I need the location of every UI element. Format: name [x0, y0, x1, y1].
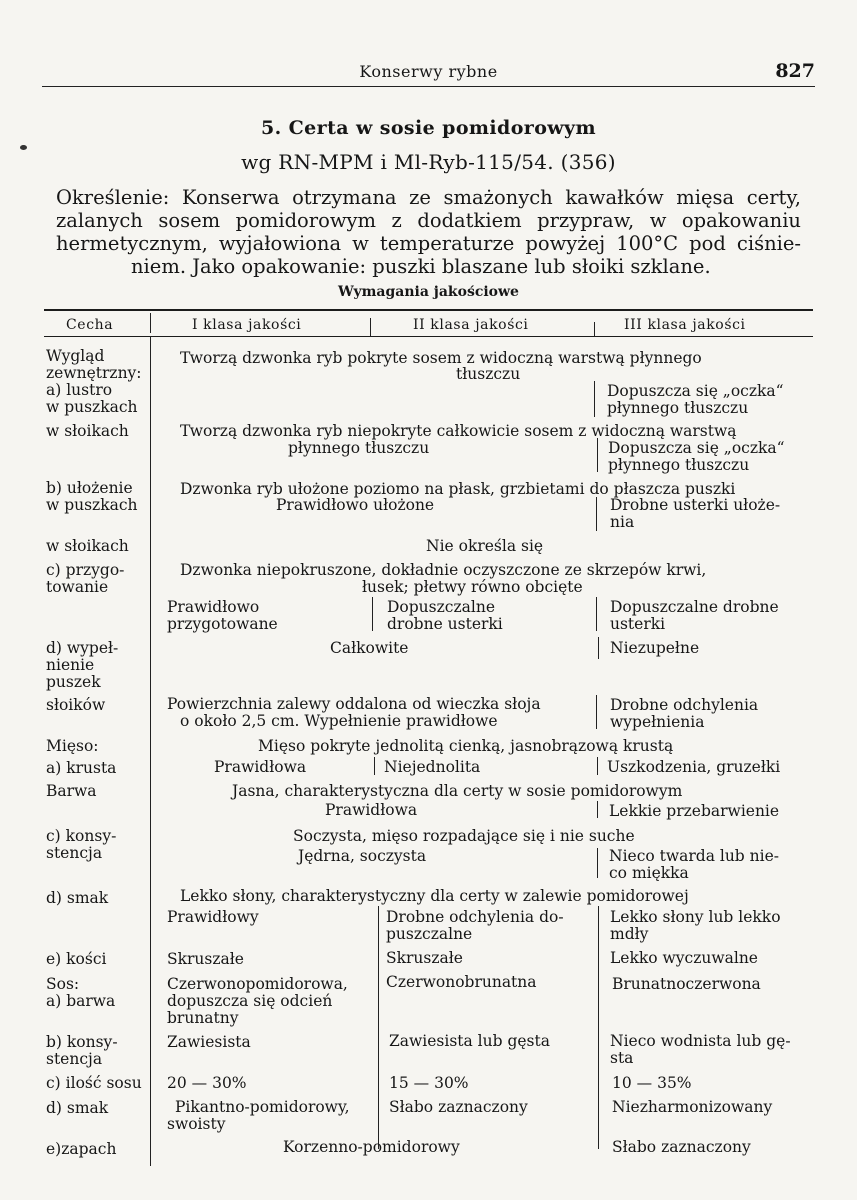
- cell-text: Lekko słony lub lekko: [610, 908, 781, 926]
- cell-text: puszczalne: [386, 925, 473, 943]
- feature-label: c) konsy-: [46, 827, 117, 845]
- page-number: 827: [775, 60, 815, 82]
- column-header-class-2: II klasa jakości: [413, 317, 529, 333]
- cell-text: Prawidłowo: [167, 598, 260, 616]
- cell-text: wypełnienia: [610, 713, 705, 731]
- cell-text: Lekko słony, charakterystyczny dla certy w zalewie pomidorowej: [180, 887, 689, 905]
- cell-text: Drobne odchylenia: [610, 696, 759, 714]
- class-divider: [597, 757, 598, 775]
- cell-text: Jędrna, soczysta: [298, 847, 427, 865]
- feature-label: e)zapach: [46, 1140, 117, 1158]
- cell-text: Pikantno-pomidorowy,: [175, 1098, 350, 1116]
- table-top-rule: [44, 309, 813, 311]
- table-caption: Wymagania jakościowe: [338, 284, 519, 300]
- feature-label: towanie: [46, 578, 109, 596]
- cell-text: Dopuszcza się „oczka“: [607, 382, 784, 400]
- cell-text: Prawidłowa: [214, 758, 307, 776]
- feature-label: b) ułożenie: [46, 479, 133, 497]
- feature-label: w słoikach: [46, 422, 129, 440]
- cell-text: Prawidłowy: [167, 908, 259, 926]
- class-divider: [597, 848, 598, 878]
- feature-label: c) przygo-: [46, 561, 125, 579]
- cell-text: Prawidłowo ułożone: [276, 496, 435, 514]
- cell-text: płynnego tłuszczu: [608, 456, 750, 474]
- class-divider: [374, 757, 375, 775]
- feature-column-divider: [150, 336, 151, 1166]
- feature-label: stencja: [46, 844, 103, 862]
- feature-label: słoików: [46, 696, 106, 714]
- cell-text: Niezupełne: [610, 639, 700, 657]
- class-divider: [594, 381, 595, 417]
- cell-text: 20 — 30%: [167, 1074, 247, 1092]
- feature-label: zewnętrzny:: [46, 364, 142, 382]
- feature-label: b) konsy-: [46, 1033, 118, 1051]
- cell-text: nia: [610, 513, 635, 531]
- feature-label: a) barwa: [46, 992, 116, 1010]
- cell-text: Dopuszczalne: [387, 598, 495, 616]
- class-divider: [596, 695, 597, 729]
- class-divider: [598, 637, 599, 659]
- cell-text: mdły: [610, 925, 649, 943]
- feature-label: c) ilość sosu: [46, 1074, 142, 1092]
- cell-text: Powierzchnia zalewy oddalona od wieczka słoja: [167, 695, 541, 713]
- cell-text: Dopuszcza się „oczka“: [608, 439, 785, 457]
- cell-text: płynnego tłuszczu: [288, 439, 430, 457]
- cell-text: płynnego tłuszczu: [607, 399, 749, 417]
- cell-text: sta: [610, 1049, 634, 1067]
- cell-text: Całkowite: [330, 639, 409, 657]
- cell-text: o około 2,5 cm. Wypełnienie prawidłowe: [180, 712, 498, 730]
- feature-label: w słoikach: [46, 537, 129, 555]
- feature-label: a) lustro: [46, 381, 113, 399]
- class-divider: [372, 597, 373, 631]
- definition-line: hermetycznym, wyjałowiona w temperaturze powyżej 100°C pod ciśnie-: [56, 232, 801, 255]
- header-title: Konserwy rybne: [359, 62, 498, 81]
- feature-label: puszek: [46, 673, 101, 691]
- cell-text: Nieco wodnista lub gę-: [610, 1032, 791, 1050]
- cell-text: Drobne odchylenia do-: [386, 908, 564, 926]
- cell-text: Tworzą dzwonka ryb niepokryte całkowicie sosem z widoczną warstwą: [180, 422, 737, 440]
- feature-label: nienie: [46, 656, 95, 674]
- feature-label: w puszkach: [46, 496, 138, 514]
- cell-text: Mięso pokryte jednolitą cienką, jasnobrązową krustą: [258, 737, 674, 755]
- cell-text: Lekkie przebarwienie: [609, 802, 780, 820]
- column-header-feature: Cecha: [66, 317, 114, 333]
- cell-text: brunatny: [167, 1009, 239, 1027]
- definition-paragraph: [56, 186, 801, 278]
- cell-text: Brunatnoczerwona: [612, 975, 761, 993]
- class-divider: [596, 597, 597, 631]
- cell-text: Uszkodzenia, gruzełki: [607, 758, 781, 776]
- cell-text: Nieco twarda lub nie-: [609, 847, 780, 865]
- column-header-class-3: III klasa jakości: [624, 317, 746, 333]
- cell-text: Zawiesista lub gęsta: [389, 1032, 550, 1050]
- cell-text: Nie określa się: [426, 537, 544, 555]
- cell-text: Niejednolita: [384, 758, 481, 776]
- cell-text: swoisty: [167, 1115, 226, 1133]
- table-header-rule: [44, 336, 813, 337]
- cell-text: usterki: [610, 615, 666, 633]
- cell-text: Czerwonopomidorowa,: [167, 975, 348, 993]
- cell-text: Drobne usterki ułoże-: [610, 496, 781, 514]
- cell-text: Słabo zaznaczony: [389, 1098, 528, 1116]
- cell-text: przygotowane: [167, 615, 278, 633]
- feature-label: Wygląd: [46, 347, 105, 365]
- header-separator: [370, 318, 371, 336]
- feature-label: stencja: [46, 1050, 103, 1068]
- running-header: [42, 62, 815, 87]
- cell-text: Lekko wyczuwalne: [610, 949, 758, 967]
- cell-text: Dzwonka ryb ułożone poziomo na płask, grzbietami do płaszcza puszki: [180, 480, 736, 498]
- class-divider: [598, 906, 599, 1149]
- feature-label: d) smak: [46, 889, 109, 907]
- definition-line: Określenie: Konserwa otrzymana ze smażonych kawałków mięsa certy,: [56, 186, 801, 209]
- feature-label: Barwa: [46, 782, 97, 800]
- definition-line: niem. Jako opakowanie: puszki blaszane lub słoiki szklane.: [131, 255, 711, 278]
- cell-text: Prawidłowa: [325, 801, 418, 819]
- cell-text: drobne usterki: [387, 615, 503, 633]
- section-subtitle: wg RN-MPM i Ml-Ryb-115/54. (356): [241, 150, 616, 174]
- cell-text: Tworzą dzwonka ryb pokryte sosem z widoczną warstwą płynnego: [180, 349, 702, 367]
- class-divider: [378, 906, 379, 1149]
- section-title: 5. Certa w sosie pomidorowym: [261, 117, 596, 139]
- column-header-class-1: I klasa jakości: [192, 317, 302, 333]
- cell-text: Dzwonka niepokruszone, dokładnie oczyszczone ze skrzepów krwi,: [180, 561, 707, 579]
- cell-text: Zawiesista: [167, 1033, 251, 1051]
- cell-text: Jasna, charakterystyczna dla certy w sosie pomidorowym: [232, 782, 683, 800]
- header-separator: [150, 313, 151, 333]
- feature-label: Mięso:: [46, 737, 99, 755]
- cell-text: Słabo zaznaczony: [612, 1138, 751, 1156]
- cell-text: Czerwonobrunatna: [386, 973, 537, 991]
- cell-text: Niezharmonizowany: [612, 1098, 773, 1116]
- feature-label: a) krusta: [46, 759, 117, 777]
- cell-text: Skruszałe: [386, 949, 463, 967]
- cell-text: 15 — 30%: [389, 1074, 469, 1092]
- cell-text: Skruszałe: [167, 950, 244, 968]
- feature-label: d) smak: [46, 1099, 109, 1117]
- cell-text: 10 — 35%: [612, 1074, 692, 1092]
- cell-text: Soczysta, mięso rozpadające się i nie suche: [293, 827, 635, 845]
- feature-label: w puszkach: [46, 398, 138, 416]
- feature-label: e) kości: [46, 950, 107, 968]
- feature-label: Sos:: [46, 975, 80, 993]
- class-divider: [597, 801, 598, 818]
- header-separator: [594, 322, 595, 336]
- class-divider: [596, 497, 597, 531]
- class-divider: [597, 438, 598, 472]
- cell-text: tłuszczu: [456, 365, 521, 383]
- cell-text: Dopuszczalne drobne: [610, 598, 779, 616]
- cell-text: Korzenno-pomidorowy: [283, 1138, 460, 1156]
- cell-text: łusek; płetwy równo obcięte: [362, 578, 583, 596]
- definition-line: zalanych sosem pomidorowym z dodatkiem przypraw, w opakowaniu: [56, 209, 801, 232]
- cell-text: dopuszcza się odcień: [167, 992, 333, 1010]
- cell-text: co miękka: [609, 864, 689, 882]
- feature-label: d) wypeł-: [46, 639, 119, 657]
